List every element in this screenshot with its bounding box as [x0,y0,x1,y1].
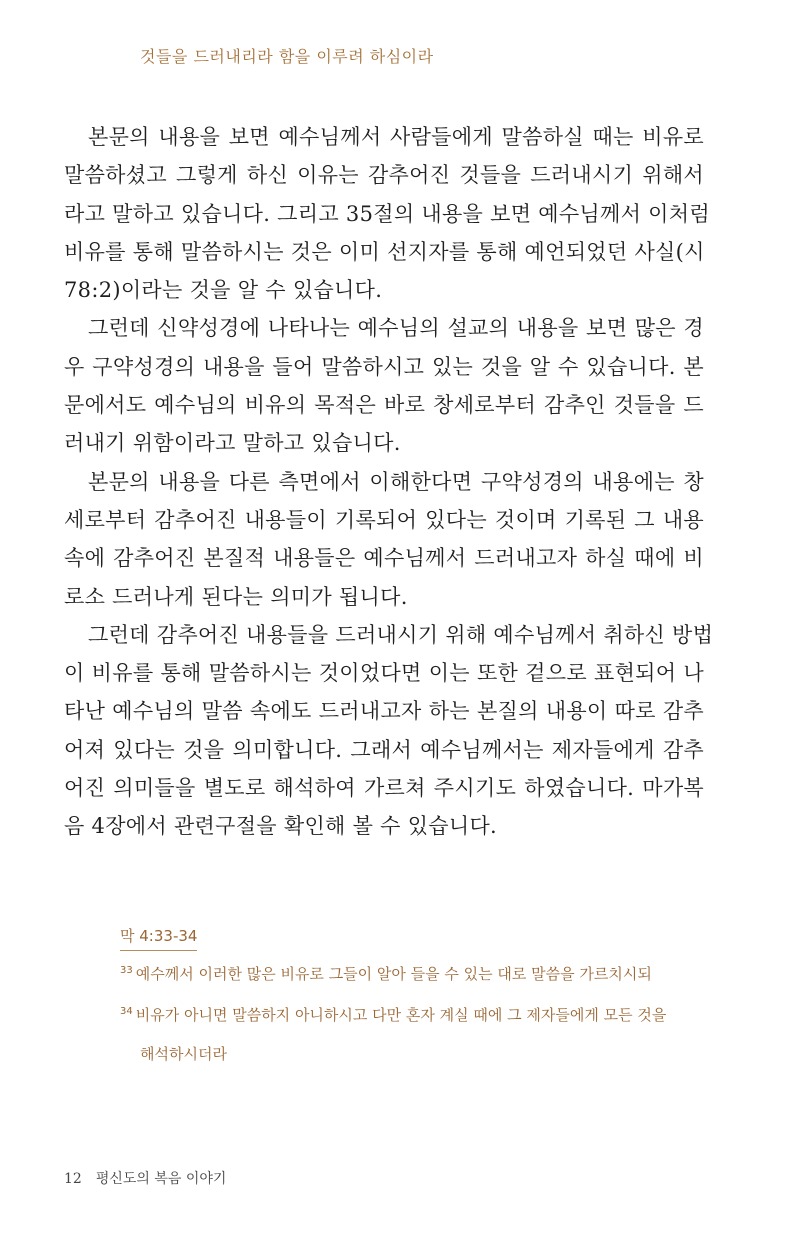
text-line: 타난 예수님의 말씀 속에도 드러내고자 하는 본질의 내용이 따로 감추 [64,699,704,724]
verse-text: 비유가 아니면 말씀하지 아니하시고 다만 혼자 계실 때에 그 제자들에게 모든 것을 [135,1006,667,1024]
text-line: 말씀하셨고 그렇게 하신 이유는 감추어진 것들을 드러내시기 위해서 [64,163,704,188]
text-line: 본문의 내용을 보면 예수님께서 사람들에게 말씀하실 때는 비유로 [88,125,704,149]
verse-34-continued: 해석하시더라 [140,1045,227,1063]
verse-number: 34 [120,1006,133,1017]
body-text [64,118,714,846]
text-line: 78:2)이라는 것을 알 수 있습니다. [64,278,383,303]
text-line: 문에서도 예수님의 비유의 목적은 바로 창세로부터 감추인 것들을 드 [64,393,704,418]
text-line: 어진 의미들을 별도로 해석하여 가르쳐 주시기도 하였습니다. 마가복 [64,776,704,801]
text-line: 본문의 내용을 다른 측면에서 이해한다면 구약성경의 내용에는 창 [88,469,704,494]
verse-33 [120,963,652,984]
page-number: 12 [64,1171,82,1187]
text-line: 라고 말하고 있습니다. 그리고 35절의 내용을 보면 예수님께서 이처럼 [64,201,710,226]
verse-text: 예수께서 이러한 많은 비유로 그들이 알아 들을 수 있는 대로 말씀을 가르치시되 [135,965,652,983]
scripture-quote [120,925,710,1063]
text-line: 음 4장에서 관련구절을 확인해 볼 수 있습니다. [64,814,498,839]
text-line: 어져 있다는 것을 의미합니다. 그래서 예수님께서는 제자들에게 감추 [64,737,704,762]
book-title: 평신도의 복음 이야기 [95,1171,227,1187]
text-line: 러내기 위함이라고 말하고 있습니다. [64,431,401,456]
text-line: 속에 감추어진 본질적 내용들은 예수님께서 드러내고자 하실 때에 비 [64,546,704,571]
page-footer [64,1168,226,1188]
text-line: 비유를 통해 말씀하시는 것은 이미 선지자를 통해 예언되었던 사실(시 [64,239,705,264]
text-line: 세로부터 감추어진 내용들이 기록되어 있다는 것이며 기록된 그 내용 [64,507,704,532]
verse-number: 33 [120,965,133,976]
text-line: 이 비유를 통해 말씀하시는 것이었다면 이는 또한 겉으로 표현되어 나 [64,661,704,686]
text-line: 그런데 감추어진 내용들을 드러내시기 위해 예수님께서 취하신 방법 [88,622,714,647]
verse-34 [120,1004,666,1025]
text-line: 우 구약성경의 내용을 들어 말씀하시고 있는 것을 알 수 있습니다. 본 [64,354,704,379]
text-line: 그런데 신약성경에 나타나는 예수님의 설교의 내용을 보면 많은 경 [88,316,704,341]
text-line: 로소 드러나게 된다는 의미가 됩니다. [64,584,408,609]
running-head: 것들을 드러내리라 함을 이루려 하심이라 [140,47,434,66]
scripture-reference: 막 4:33-34 [120,925,197,951]
